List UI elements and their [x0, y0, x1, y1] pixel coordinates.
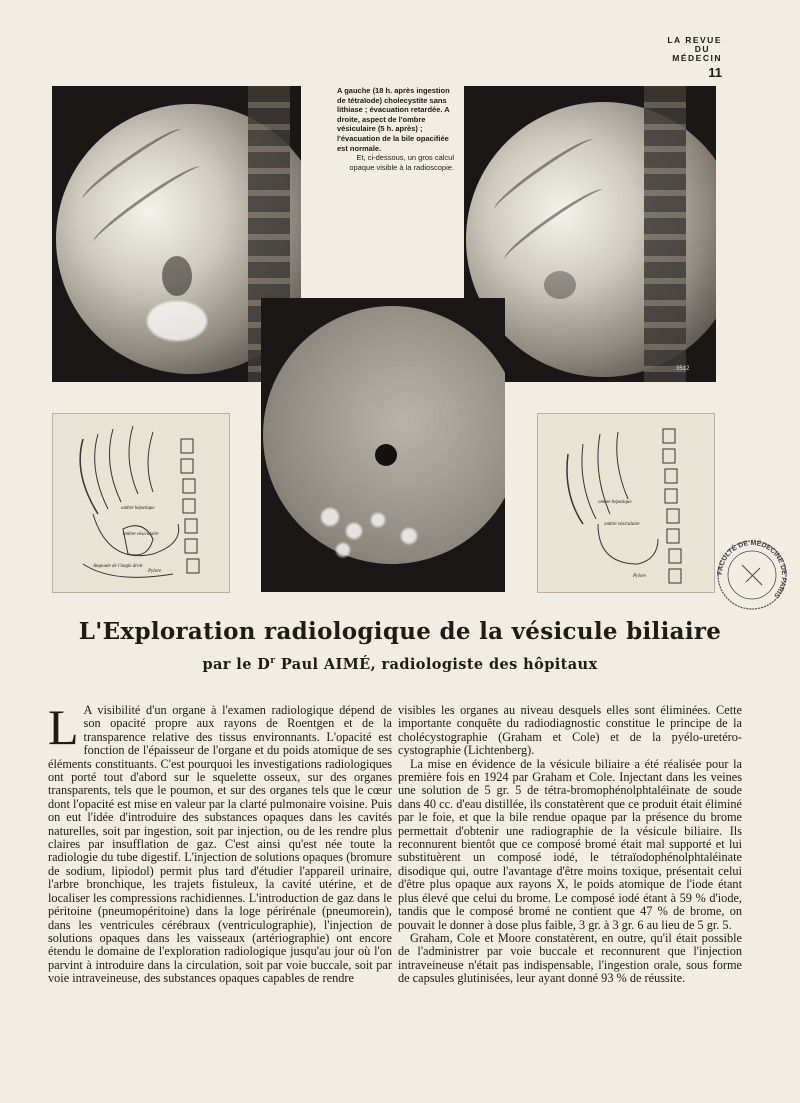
- sketch-right-label-1: ombre hépatique: [598, 500, 632, 505]
- paragraph-4: Graham, Cole et Moore constatèrent, en outre, qu'il était possible de l'administrer par voie buccale et reconnurent que l'injection intraveineuse n'était pas indispensable, l'ingestion orale, sous forme de capsules glutinisées, leur ayant donné 93 % de réussite.: [398, 930, 742, 986]
- sketch-left-label-1: ombre hépatique: [121, 506, 155, 511]
- xray-center: [261, 298, 505, 592]
- masthead-line-2: DU: [694, 44, 710, 54]
- caption-main: A gauche (18 h. après ingestion de tétraïode) cholecystite sans lithiase ; évacuation retardée. A droite, aspect de l'ombre vésiculaire (5 h. après) ; l'évacuation de la bile opacifiée est normale.: [337, 86, 450, 153]
- sketch-right-label-3: Pylore: [633, 574, 647, 579]
- sketch-right: [537, 413, 715, 593]
- byline-prefix: par le D: [202, 656, 271, 673]
- article-byline: [40, 656, 760, 673]
- sketch-right-label-2: ombre vésiculaire: [604, 522, 640, 527]
- caption-secondary: Et, ci-dessous, un gros calcul opaque visible à la radioscopie.: [349, 153, 454, 172]
- sketch-left-label-4: Pylore: [148, 569, 162, 574]
- byline-rest: Paul AIMÉ, radiologiste des hôpitaux: [275, 656, 598, 673]
- library-stamp: [712, 520, 792, 630]
- xray-right-number: 3512: [676, 366, 690, 372]
- sketch-left: [52, 413, 230, 593]
- svg-text:FACULTÉ DE MÉDECINE DE PARIS: [717, 538, 787, 599]
- byline-sup: r: [270, 656, 276, 667]
- paragraph-1: [48, 699, 392, 986]
- article-column-left: [48, 699, 392, 986]
- sketch-left-label-3: Ampoule de l'angle droit: [93, 564, 143, 569]
- stamp-text: FACULTÉ DE MÉDECINE DE PARIS: [716, 539, 788, 599]
- sketch-left-label-2: ombre vésiculaire: [123, 532, 159, 537]
- masthead-line-1: LA REVUE: [667, 35, 722, 45]
- article-title: L'Exploration radiologique de la vésicule biliaire: [78, 618, 722, 645]
- masthead-line-3: MÉDECIN: [672, 53, 722, 63]
- paragraph-2: visibles les organes au niveau desquels elles sont éliminées. Cette importante conquête du radiodiagnostic constitue le principe de la cholécystographie (Graham et Cole) et de la pyélo-uretéro-cystographie (Lichtenberg).: [398, 703, 742, 758]
- page-number: 11: [708, 65, 722, 80]
- masthead: [632, 36, 722, 79]
- article-column-right: [398, 704, 742, 986]
- drop-cap: L: [48, 699, 79, 755]
- figure-caption: [337, 86, 454, 172]
- paragraph-1-text: A visibilité d'un organe à l'examen radiologique dépend de son opacité propre aux rayons de Roentgen et de la transparence relative des tissus environnants. L'opacité est fonction de l'épaisseur de l'organe et du poids atomique de ses éléments constituants. C'est pourquoi les investigations radiologiques ont porté tout d'abord sur le squelette osseux, sur des organes transparents, tels que le poumon, et sur des organes tels que le cœur dont l'opacité est mise en valeur par la clarté pulmonaire voisine. Puis on eut l'idée d'introduire des substances opaques dans les cavités naturelles, soit par ingestion, soit par injection, ou de les rendre plus claires par insufflation de gaz. C'est ainsi qu'est née toute la radiologie du tube digestif. L'injection de solutions opaques (bromure de sodium, lipiodol) permit plus tard d'étudier l'appareil urinaire, l'arbre bronchique, les trajets fistuleux, la cavité utérine, et de localiser les compressions rachidiennes. L'introduction de gaz dans le péritoine (pneumopéritoine) dans la loge périrénale (pneumorein), dans les ventricules cérébraux (ventriculographie), l'injection de solutions opaques dans les vaisseaux (artériographie) ont encore étendu le domaine de l'exploration radiologique jusqu'au jour où l'on parvint à introduire dans la circulation, soit par voie buccale, soit par voie intraveineuse, des substances opaques capables de rendre: [48, 703, 392, 986]
- paragraph-3: La mise en évidence de la vésicule biliaire a été réalisée pour la première fois en 1924 par Graham et Cole. Injectant dans les veines une solution de 5 gr. 5 de tétra-bromophénolphtaléinate de soude dans 40 cc. d'eau distillée, ils constatèrent que ce produit était éliminé par le foie, et que la bile rendue opaque par la présence du brome permettait d'obtenir une radiographie de la vésicule biliaire. Ils reconnurent bientôt que ce composé bromé était mal supporté et lui substituèrent un composé iodé, le tétraïodophénolphtaléinate disodique qui, outre l'avantage d'être moins toxique, présentait celui d'être plus opaque aux rayons X, le poids atomique de l'iode étant plus élevé que celui du brome. Le composé iodé étant à 59 % d'iode, tandis que le composé bromé ne contient que 47 % de brome, on pouvait le donner à dose plus faible, 3 gr. à 3 gr. 6 au lieu de 5 gr. 5.: [398, 756, 742, 932]
